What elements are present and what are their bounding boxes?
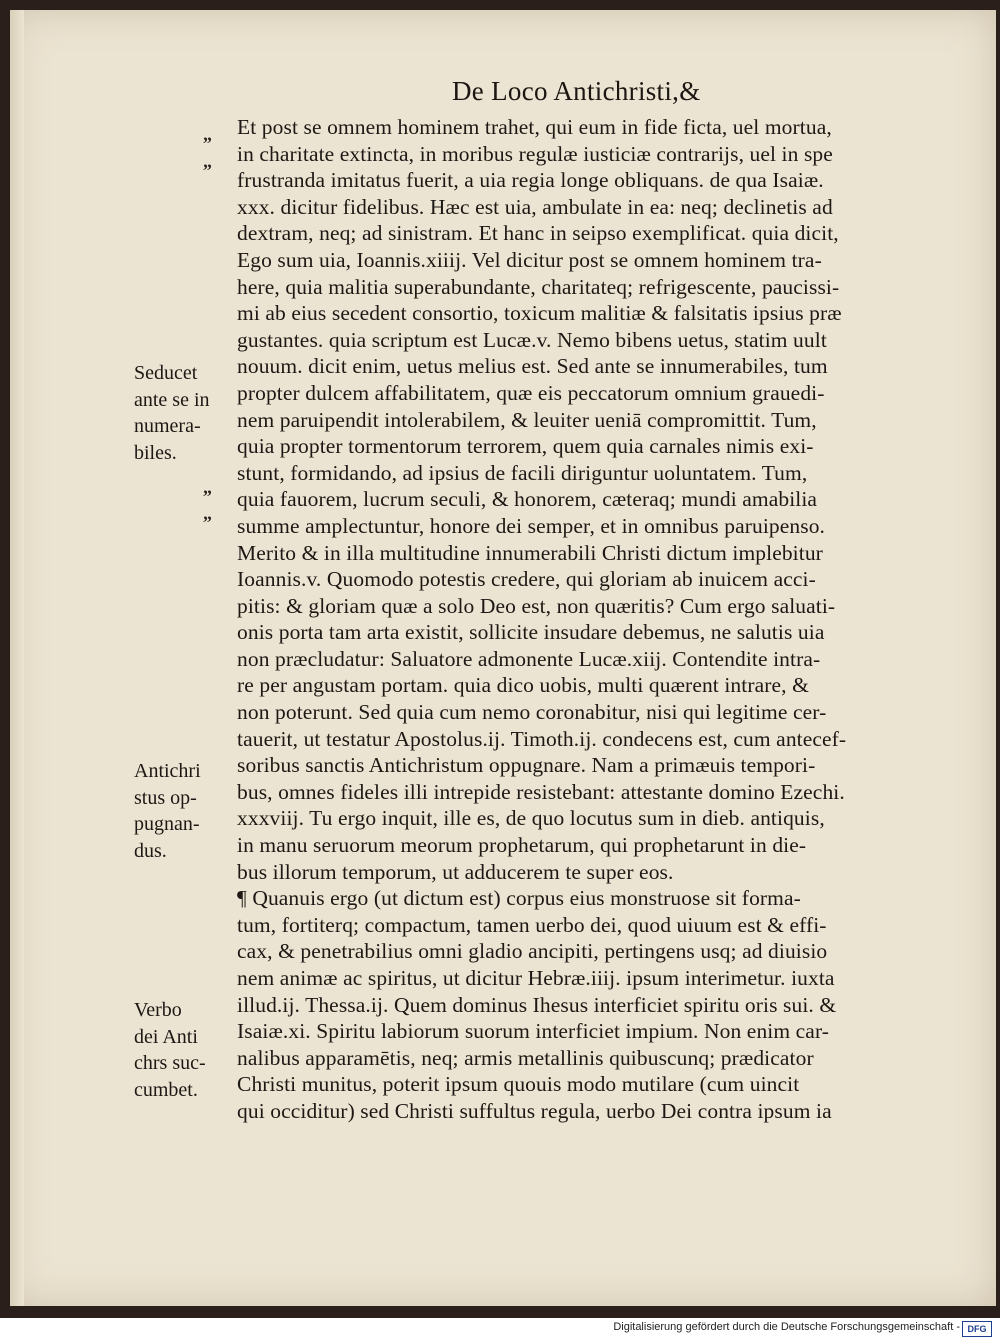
text-line: tauerit, ut testatur Apostolus.ij. Timoth.ij. condecens est, cum antecef- [237,726,847,751]
text-line: Et post se omnem hominem trahet, qui eum in fide ficta, uel mortua, [237,115,832,139]
text-line: non poterunt. Sed quia cum nemo coronabitur, nisi qui legitime cer- [237,700,827,725]
margin-note-line: numera- [134,415,201,438]
margin-note-line: stus op- [134,786,197,809]
funding-notice: Digitalisierung gefördert durch die Deutsche Forschungsgemeinschaft - [613,1321,960,1333]
margin-note-line: dus. [134,839,167,862]
margin-note-line: ante se in [134,388,210,411]
text-line: dextram, neq; ad sinistram. Et hanc in seipso exemplificat. quia dicit, [237,221,839,246]
text-line: Christi munitus, poterit ipsum quouis modo mutilare (cum uincit [237,1072,800,1097]
margin-note-line: biles. [134,441,177,464]
margin-note-line: Verbo [134,999,182,1021]
text-line: propter dulcem affabilitatem, quæ eis peccatorum omnium grauedi- [237,380,825,405]
text-line: re per angustam portam. quia dico uobis, multi quærent intrare, & [237,673,809,698]
text-line: mi ab eius secedent consortio, toxicum malitiæ & falsitatis ipsius præ [237,301,842,326]
quotation-marker: „ [203,151,213,171]
text-line: xxx. dicitur fidelibus. Hæc est uia, ambulate in ea: neq; declinetis ad [237,194,833,219]
margin-note-line: chrs suc- [134,1052,206,1075]
text-line: onis porta tam arta existit, sollicite insudare debemus, ne salutis uia [237,620,825,645]
margin-note-antichristus [134,758,201,864]
text-line: stunt, formidando, ad ipsius de facili diriguntur uoluntatem. Tum, [237,460,808,485]
text-line: tum, fortiterq; compactum, tamen uerbo dei, quod uiuum est & effi- [237,912,827,937]
text-line: cax, & penetrabilius omni gladio ancipiti, pertingens usq; ad diuisio [237,939,828,964]
text-line: Ioannis.v. Quomodo potestis credere, qui gloriam ab inuicem acci- [237,567,816,592]
text-line: nalibus apparamētis, neq; armis metallinis quibuscunq; prædicator [237,1045,814,1070]
margin-note-line: Antichri [134,760,201,782]
text-line: soribus sanctis Antichristum oppugnare. Nam a primæuis tempori- [237,753,816,778]
text-line: nouum. dicit enim, uetus melius est. Sed ante se innumerabiles, tum [237,354,828,379]
quotation-marker: „ [203,503,213,523]
text-line: bus illorum temporum, ut adducerem te super eos. [237,859,674,884]
text-line: summe amplectuntur, honore dei semper, et in omnibus paruipenso. [237,513,826,538]
text-line: Ego sum uia, Ioannis.xiiij. Vel dicitur post se omnem hominem tra- [237,247,822,272]
text-line: frustranda imitatus fuerit, a uia regia longe obliquans. de qua Isaiæ. [237,168,824,193]
main-text [237,114,937,1125]
text-line: xxxviij. Tu ergo inquit, ille es, de quo locutus sum in dieb. antiquis, [237,806,825,831]
margin-note-verbo-dei [134,997,206,1103]
text-line: nem animæ ac spiritus, ut dicitur Hebræ.iiij. ipsum interimetur. iuxta [237,966,835,990]
text-line: qui occiditur) sed Christi suffultus regula, uerbo Dei contra ipsum ia [237,1098,832,1123]
margin-note-seducet [134,360,210,466]
margin-note-line: pugnan- [134,813,200,836]
text-line: nem paruipendit intolerabilem, & leuiter ueniā compromittit. Tum, [237,407,817,432]
text-line: quia propter tormentorum terrorem, quem quia carnales nimis exi- [237,434,814,459]
text-line: in manu seruorum meorum prophetarum, qui prophetarunt in die- [237,833,807,858]
running-head: De Loco Antichristi,& [452,76,701,106]
text-line: Isaiæ.xi. Spiritu labiorum suorum interficiet impium. Non enim car- [237,1019,830,1044]
text-line: illud.ij. Thessa.ij. Quem dominus Ihesus interficiet spiritu oris sui. & [237,992,837,1017]
text-line: in charitate extincta, in moribus regulæ iusticiæ contrarijs, uel in spe [237,141,833,166]
page-edge [10,10,24,1306]
quotation-marker: „ [203,124,213,144]
text-line: bus, omnes fideles illi intrepide resistebant: attestante domino Ezechi. [237,779,845,804]
text-line: here, quia malitia superabundante, charitateq; refrigescente, paucissi- [237,274,840,299]
margin-note-line: Seducet [134,362,198,384]
text-line: ¶ Quanuis ergo (ut dictum est) corpus eius monstruose sit forma- [237,886,801,911]
quotation-marker: „ [203,477,213,497]
margin-note-line: dei Anti [134,1025,198,1048]
margin-note-line: cumbet. [134,1078,198,1101]
text-line: Merito & in illa multitudine innumerabili Christi dictum implebitur [237,540,823,565]
text-line: gustantes. quia scriptum est Lucæ.v. Nemo bibens uetus, statim uult [237,327,827,352]
text-line: quia fauorem, lucrum seculi, & honorem, cæteraq; mundi amabilia [237,487,818,512]
text-line: non præcludatur: Saluatore admonente Lucæ.xiij. Contendite intra- [237,646,821,671]
dfg-logo: DFG [962,1321,992,1337]
text-line: pitis: & gloriam quæ a solo Deo est, non quæritis? Cum ergo saluati- [237,593,836,618]
